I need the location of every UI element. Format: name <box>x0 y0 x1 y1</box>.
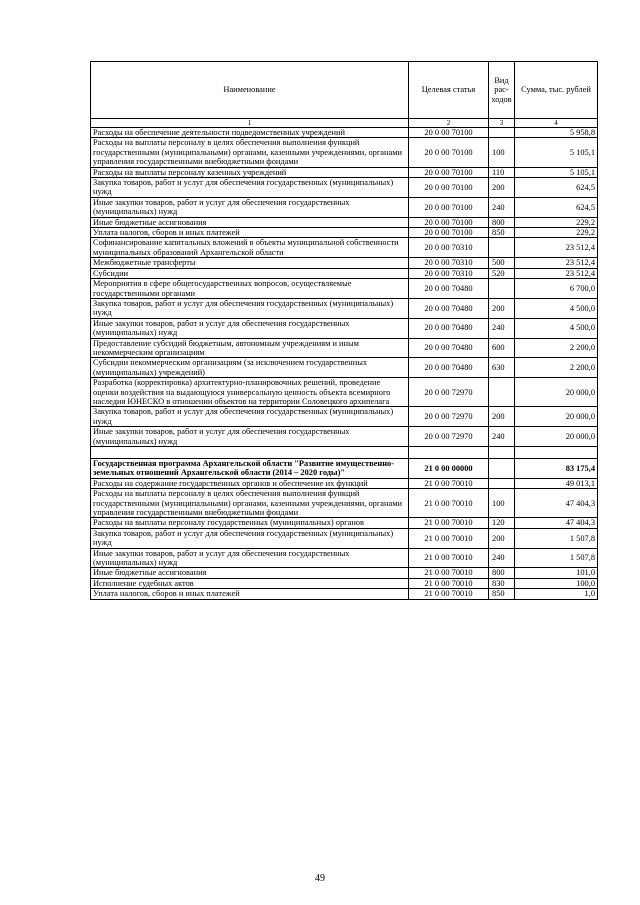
row-target-article: 20 0 00 70310 <box>409 258 489 268</box>
row-sum: 5 958,8 <box>515 128 598 138</box>
row-expense-type <box>489 478 515 488</box>
row-sum: 2 200,0 <box>515 338 598 358</box>
row-target-article: 21 0 00 70010 <box>409 548 489 568</box>
row-name: Иные бюджетные ассигнования <box>91 568 409 578</box>
row-name: Государственная программа Архангельской области "Развитие имущественно-земельных отношений Архангельской области (2014 – 2020 годы)" <box>91 459 409 479</box>
row-expense-type <box>489 128 515 138</box>
row-sum: 20 000,0 <box>515 378 598 407</box>
row-name: Мероприятия в сфере общегосударственных вопросов, осуществляемые государственными органами <box>91 279 409 299</box>
row-expense-type: 800 <box>489 217 515 227</box>
row-expense-type <box>489 238 515 258</box>
row-expense-type: 830 <box>489 578 515 588</box>
row-sum: 20 000,0 <box>515 427 598 447</box>
column-number: 4 <box>515 119 598 128</box>
row-sum: 2 200,0 <box>515 358 598 378</box>
row-target-article: 20 0 00 70310 <box>409 238 489 258</box>
row-expense-type: 200 <box>489 298 515 318</box>
row-name: Расходы на обеспечение деятельности подведомственных учреждений <box>91 128 409 138</box>
row-target-article: 20 0 00 70480 <box>409 279 489 299</box>
row-sum: 4 500,0 <box>515 298 598 318</box>
table-row <box>91 238 598 258</box>
row-expense-type: 600 <box>489 338 515 358</box>
table-row <box>91 338 598 358</box>
table-row <box>91 217 598 227</box>
row-target-article: 20 0 00 70100 <box>409 178 489 198</box>
row-name: Расходы на выплаты персоналу казенных учреждений <box>91 167 409 177</box>
row-target-article: 21 0 00 70010 <box>409 478 489 488</box>
row-sum: 4 500,0 <box>515 318 598 338</box>
row-expense-type: 520 <box>489 268 515 278</box>
row-sum: 5 105,1 <box>515 167 598 177</box>
row-sum: 1 507,8 <box>515 548 598 568</box>
table-row <box>91 228 598 238</box>
row-sum: 47 404,3 <box>515 489 598 518</box>
table-row <box>91 268 598 278</box>
table-row <box>91 478 598 488</box>
row-name: Иные бюджетные ассигнования <box>91 217 409 227</box>
row-target-article: 20 0 00 70480 <box>409 338 489 358</box>
row-name: Закупка товаров, работ и услуг для обеспечения государственных (муниципальных) нужд <box>91 178 409 198</box>
row-target-article: 20 0 00 70480 <box>409 358 489 378</box>
table-row <box>91 298 598 318</box>
row-target-article: 20 0 00 72970 <box>409 407 489 427</box>
row-target-article: 21 0 00 70010 <box>409 578 489 588</box>
row-name: Расходы на выплаты персоналу в целях обеспечения выполнения функций государственными (муниципальными) органами, казенными учреждениями, органами управления государственными внебюджетными фондами <box>91 138 409 167</box>
row-target-article: 20 0 00 70100 <box>409 167 489 177</box>
header-target-article: Целевая статья <box>409 62 489 119</box>
row-name: Межбюджетные трансферты <box>91 258 409 268</box>
row-sum: 23 512,4 <box>515 238 598 258</box>
empty-cell <box>409 447 489 459</box>
row-name: Исполнение судебных актов <box>91 578 409 588</box>
table-row <box>91 167 598 177</box>
row-sum: 83 175,4 <box>515 459 598 479</box>
table-row <box>91 528 598 548</box>
row-expense-type: 100 <box>489 138 515 167</box>
page-number: 49 <box>315 873 325 884</box>
table-row <box>91 279 598 299</box>
row-sum: 6 700,0 <box>515 279 598 299</box>
row-expense-type: 630 <box>489 358 515 378</box>
table-row <box>91 518 598 528</box>
table-row <box>91 568 598 578</box>
spacer-row <box>91 447 598 459</box>
row-target-article: 21 0 00 70010 <box>409 528 489 548</box>
empty-cell <box>515 447 598 459</box>
row-sum: 624,5 <box>515 197 598 217</box>
table-row <box>91 407 598 427</box>
row-name: Иные закупки товаров, работ и услуг для обеспечения государственных (муниципальных) нужд <box>91 427 409 447</box>
row-target-article: 20 0 00 70100 <box>409 217 489 227</box>
row-target-article: 21 0 00 70010 <box>409 518 489 528</box>
row-target-article: 20 0 00 70480 <box>409 298 489 318</box>
row-name: Закупка товаров, работ и услуг для обеспечения государственных (муниципальных) нужд <box>91 298 409 318</box>
table-row <box>91 427 598 447</box>
row-target-article: 21 0 00 00000 <box>409 459 489 479</box>
table-row <box>91 548 598 568</box>
row-name: Софинансирование капитальных вложений в объекты муниципальной собственности муниципальных образований Архангельской области <box>91 238 409 258</box>
row-expense-type: 120 <box>489 518 515 528</box>
empty-cell <box>489 447 515 459</box>
row-name: Иные закупки товаров, работ и услуг для обеспечения государственных (муниципальных) нужд <box>91 197 409 217</box>
row-expense-type: 200 <box>489 178 515 198</box>
row-name: Иные закупки товаров, работ и услуг для обеспечения государственных (муниципальных) нужд <box>91 318 409 338</box>
table-row <box>91 358 598 378</box>
row-sum: 20 000,0 <box>515 407 598 427</box>
table-row <box>91 128 598 138</box>
row-name: Расходы на содержание государственных органов и обеспечение их функций <box>91 478 409 488</box>
row-name: Расходы на выплаты персоналу в целях обеспечения выполнения функций государственными (муниципальными) органами, казенными учреждениями, органами управления государственными внебюджетными фондами <box>91 489 409 518</box>
table-row <box>91 489 598 518</box>
row-sum: 47 404,3 <box>515 518 598 528</box>
row-expense-type <box>489 378 515 407</box>
row-name: Иные закупки товаров, работ и услуг для обеспечения государственных (муниципальных) нужд <box>91 548 409 568</box>
row-sum: 5 105,1 <box>515 138 598 167</box>
row-target-article: 21 0 00 70010 <box>409 568 489 578</box>
header-sum: Сумма, тыс. рублей <box>515 62 598 119</box>
row-target-article: 20 0 00 72970 <box>409 378 489 407</box>
row-name: Расходы на выплаты персоналу государственных (муниципальных) органов <box>91 518 409 528</box>
row-expense-type: 240 <box>489 427 515 447</box>
row-target-article: 20 0 00 70480 <box>409 318 489 338</box>
row-expense-type <box>489 279 515 299</box>
row-expense-type: 500 <box>489 258 515 268</box>
table-row <box>91 589 598 599</box>
row-sum: 101,0 <box>515 568 598 578</box>
row-expense-type: 100 <box>489 489 515 518</box>
row-target-article: 20 0 00 70100 <box>409 138 489 167</box>
row-name: Закупка товаров, работ и услуг для обеспечения государственных (муниципальных) нужд <box>91 528 409 548</box>
row-expense-type: 110 <box>489 167 515 177</box>
row-expense-type: 200 <box>489 407 515 427</box>
row-name: Уплата налогов, сборов и иных платежей <box>91 228 409 238</box>
header-name: Наименование <box>91 62 409 119</box>
table-row <box>91 178 598 198</box>
row-name: Закупка товаров, работ и услуг для обеспечения государственных (муниципальных) нужд <box>91 407 409 427</box>
table-row <box>91 378 598 407</box>
row-target-article: 21 0 00 70010 <box>409 489 489 518</box>
row-expense-type: 240 <box>489 318 515 338</box>
row-expense-type: 850 <box>489 589 515 599</box>
row-expense-type: 850 <box>489 228 515 238</box>
column-numbers-row <box>91 119 598 128</box>
row-expense-type <box>489 459 515 479</box>
row-expense-type: 800 <box>489 568 515 578</box>
row-target-article: 20 0 00 70100 <box>409 228 489 238</box>
row-sum: 229,2 <box>515 217 598 227</box>
row-target-article: 20 0 00 70100 <box>409 197 489 217</box>
row-expense-type: 200 <box>489 528 515 548</box>
row-sum: 23 512,4 <box>515 258 598 268</box>
budget-table-container <box>90 61 597 600</box>
row-sum: 624,5 <box>515 178 598 198</box>
row-name: Субсидии некоммерческим организациям (за исключением государственных (муниципальных) учреждений) <box>91 358 409 378</box>
header-expense-type: Вид рас-ходов <box>489 62 515 119</box>
row-target-article: 20 0 00 70310 <box>409 268 489 278</box>
row-sum: 1 507,8 <box>515 528 598 548</box>
row-name: Предоставление субсидий бюджетным, автономным учреждениям и иным некоммерческим организациям <box>91 338 409 358</box>
table-row <box>91 459 598 479</box>
row-expense-type: 240 <box>489 548 515 568</box>
row-name: Уплата налогов, сборов и иных платежей <box>91 589 409 599</box>
table-row <box>91 318 598 338</box>
row-target-article: 20 0 00 72970 <box>409 427 489 447</box>
row-sum: 229,2 <box>515 228 598 238</box>
empty-cell <box>91 447 409 459</box>
budget-table <box>90 61 598 600</box>
table-body <box>91 128 598 600</box>
row-sum: 100,0 <box>515 578 598 588</box>
column-number: 3 <box>489 119 515 128</box>
table-row <box>91 138 598 167</box>
table-row <box>91 258 598 268</box>
row-name: Субсидии <box>91 268 409 278</box>
row-sum: 23 512,4 <box>515 268 598 278</box>
row-sum: 1,0 <box>515 589 598 599</box>
row-sum: 49 013,1 <box>515 478 598 488</box>
column-number: 2 <box>409 119 489 128</box>
table-row <box>91 578 598 588</box>
table-row <box>91 197 598 217</box>
row-expense-type: 240 <box>489 197 515 217</box>
table-header-row <box>91 62 598 119</box>
row-target-article: 20 0 00 70100 <box>409 128 489 138</box>
column-number: 1 <box>91 119 409 128</box>
row-target-article: 21 0 00 70010 <box>409 589 489 599</box>
row-name: Разработка (корректировка) архитектурно-планировочных решений, проведение оценки воздействия на выдающуюся универсальную ценность объекта всемирного наследия ЮНЕСКО в отношении объектов на территории Соловецкого архипелага <box>91 378 409 407</box>
